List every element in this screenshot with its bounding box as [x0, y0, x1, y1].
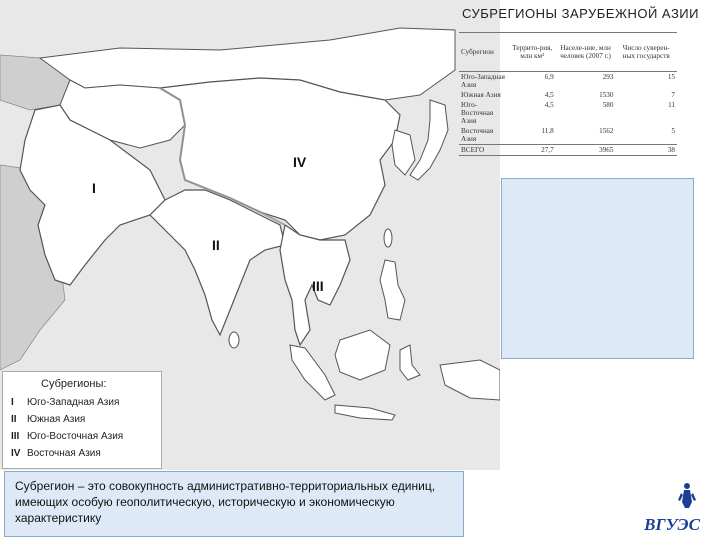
- legend-item: [11, 414, 85, 425]
- logo-text: ВГУЭС: [644, 515, 700, 534]
- legend-title: Субрегионы:: [41, 378, 107, 390]
- cell-name: Восточная Азия: [461, 127, 494, 143]
- cell-name: ВСЕГО: [459, 145, 509, 156]
- university-logo: [632, 478, 712, 536]
- legend-num: III: [11, 431, 20, 442]
- cell-name: Юго-Западная Азия: [461, 73, 505, 89]
- header-population: Населе-ние, млн человек (2007 г.): [556, 33, 616, 72]
- cell-area: 6,9: [544, 73, 554, 81]
- map-title: СУБРЕГИОНЫ ЗАРУБЕЖНОЙ АЗИИ: [462, 6, 699, 21]
- cell-population: 1562: [599, 127, 614, 135]
- table-row: [459, 126, 677, 145]
- taiwan: [384, 229, 392, 247]
- region-label-ii: II: [212, 237, 220, 253]
- legend-num: I: [11, 397, 14, 408]
- legend-label: Юго-Восточная Азия: [27, 431, 124, 442]
- subregion-stats-table: [459, 32, 677, 156]
- cell-states: 7: [671, 91, 675, 99]
- definition-caption: Субрегион – это совокупность административно-территориальных единиц, имеющих особую геополитическую, историческую и экономическую характеристику: [4, 471, 464, 537]
- cell-area: 4,5: [544, 101, 554, 109]
- table-header-row: [459, 33, 677, 72]
- cell-area: 11,8: [541, 127, 554, 135]
- table-total-row: [459, 145, 677, 156]
- cell-population: 580: [602, 101, 614, 109]
- table-row: [459, 100, 677, 126]
- cell-area: 27,7: [509, 145, 556, 156]
- table-row: [459, 90, 677, 100]
- cell-states: 11: [668, 101, 675, 109]
- blank-note-box: [501, 178, 694, 359]
- header-subregion: Субрегион: [459, 33, 509, 72]
- cell-population: 293: [602, 73, 614, 81]
- legend-num: II: [11, 414, 17, 425]
- cell-states: 38: [615, 145, 677, 156]
- region-label-iii: III: [312, 278, 324, 294]
- cell-area: 4,5: [544, 91, 554, 99]
- region-label-iv: IV: [293, 154, 307, 170]
- cell-population: 3965: [556, 145, 616, 156]
- cell-states: 5: [671, 127, 675, 135]
- map-legend: [2, 371, 162, 469]
- cell-states: 15: [667, 73, 675, 81]
- cell-name: Юго-Восточная Азия: [461, 101, 494, 125]
- header-area: Террито-рия, млн км²: [509, 33, 556, 72]
- legend-item: [11, 431, 123, 442]
- legend-label: Юго-Западная Азия: [27, 397, 120, 408]
- logo-emblem-icon: [678, 483, 696, 508]
- header-states: Число суверен-ных государств: [615, 33, 677, 72]
- legend-item: [11, 397, 119, 408]
- legend-label: Южная Азия: [27, 414, 86, 425]
- sri-lanka: [229, 332, 239, 348]
- region-label-i: I: [92, 180, 96, 196]
- table-row: [459, 72, 677, 91]
- legend-num: IV: [11, 448, 21, 459]
- cell-population: 1530: [599, 91, 614, 99]
- legend-label: Восточная Азия: [27, 448, 101, 459]
- cell-name: Южная Азия: [461, 91, 501, 99]
- legend-item: [11, 448, 101, 459]
